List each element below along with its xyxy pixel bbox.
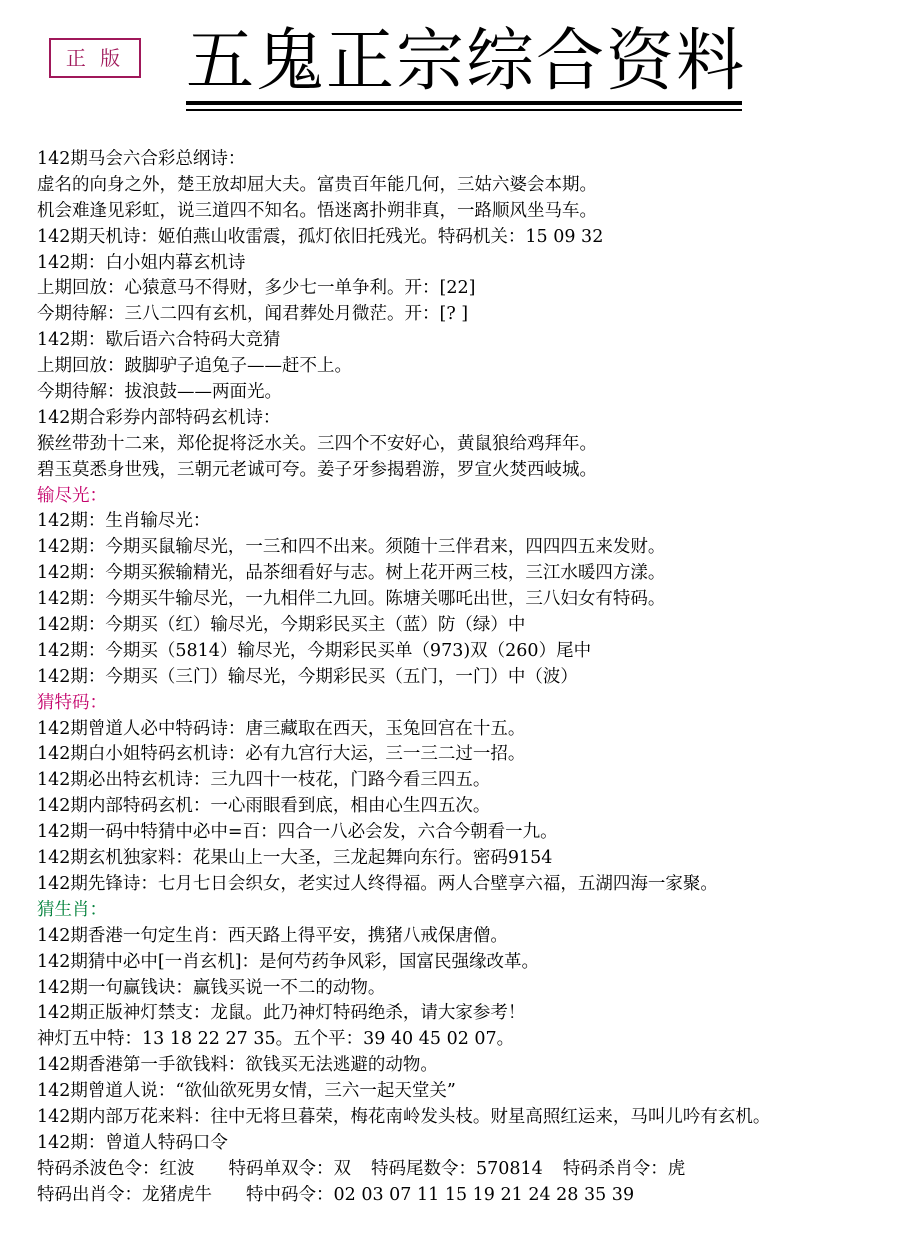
page-header	[0, 0, 900, 130]
text-line: 142期内部特码玄机：一心雨眼看到底，相由心生四五次。	[37, 796, 491, 817]
article-body	[37, 147, 887, 1209]
text-line: 142期：今期买鼠输尽光，一三和四不出来。须随十三伴君来，四四四五来发财。	[37, 537, 666, 558]
text-line: 142期猜中必中[一肖玄机]：是何芍药争风彩，国富民强缘改革。	[37, 951, 540, 972]
section-heading-lose-all: 输尽光：	[37, 485, 107, 506]
text-line: 142期香港一句定生肖：西天路上得平安，携猪八戒保唐僧。	[37, 925, 508, 946]
text-line: 142期：今期买（5814）输尽光，今期彩民买单（973)双（260）尾中	[37, 640, 592, 661]
text-line: 142期一码中特猜中必中=百：四合一八必会发，六合今朝看一九。	[37, 822, 558, 843]
mid-codes-command: 特中码令：02 03 07 11 15 19 21 24 28 35 39	[246, 1184, 635, 1205]
text-line: 机会难逢见彩虹，说三道四不知名。悟迷离扑朔非真，一路顺风坐马车。	[37, 200, 597, 221]
text-line: 142期一句赢钱诀：赢钱买说一不二的动物。	[37, 977, 386, 998]
section-heading-guess-code: 猜特码：	[37, 692, 107, 713]
text-line: 今期待解：三八二四有玄机，闻君葬处月微茫。开：[? ]	[37, 304, 469, 325]
text-line: 142期：今期买猴输精光，品茶细看好与志。树上花开两三枝，三江水暖四方漾。	[37, 563, 666, 584]
odd-even-command: 特码单双令：双	[228, 1158, 351, 1179]
text-line: 142期天机诗：姬伯燕山收雷震，孤灯依旧托残光。特码机关：15 09 32	[37, 226, 604, 247]
text-line: 142期玄机独家料：花果山上一大圣，三龙起舞向东行。密码9154	[37, 848, 553, 869]
text-line: 142期马会六合彩总纲诗：	[37, 149, 246, 169]
text-line: 神灯五中特：13 18 22 27 35。五个平：39 40 45 02 07。	[37, 1029, 515, 1050]
kill-zodiac-command: 特码杀肖令：虎	[562, 1158, 686, 1179]
section-heading-guess-zodiac: 猜生肖：	[37, 899, 107, 920]
text-line: 碧玉莫悉身世残，三朝元老诚可夸。姜子牙参揭碧游，罗宣火焚西岐城。	[37, 459, 597, 480]
tail-command: 特码尾数令：570814	[371, 1158, 543, 1179]
text-line: 142期必出特玄机诗：三九四十一枝花，门路今看三四五。	[37, 770, 491, 791]
text-line: 142期白小姐特码玄机诗：必有九宫行大运，三一三二过一招。	[37, 744, 526, 765]
text-line: 142期合彩券内部特码玄机诗：	[37, 407, 281, 428]
text-line: 142期：生肖输尽光：	[37, 511, 211, 532]
text-line: 上期回放：心猿意马不得财，多少七一单争利。开：[22]	[37, 278, 476, 299]
code-commands-row-1	[37, 1157, 887, 1183]
text-line: 142期香港第一手欲钱料：欲钱买无法逃避的动物。	[37, 1055, 438, 1076]
authentic-badge: 正 版	[49, 38, 141, 78]
text-line: 142期先锋诗：七月七日会织女，老实过人终得福。两人合壁享六福，五湖四海一家聚。	[37, 873, 718, 894]
text-line: 142期：白小姐内幕玄机诗	[37, 252, 246, 273]
text-line: 142期正版神灯禁支：龙鼠。此乃神灯特码绝杀，请大家参考！	[37, 1003, 526, 1024]
text-line: 上期回放：跛脚驴子追兔子——赶不上。	[37, 356, 352, 377]
text-line: 虚名的向身之外，楚王放却屈大夫。富贵百年能几何，三姑六婆会本期。	[37, 174, 597, 195]
wave-command: 特码杀波色令：红波	[37, 1158, 195, 1179]
text-line: 今期待解：拔浪鼓——两面光。	[37, 382, 282, 403]
page-title: 五鬼正宗综合资料	[186, 22, 747, 101]
out-zodiac-command: 特码出肖令：龙猪虎牛	[37, 1184, 212, 1205]
text-line: 142期曾道人必中特码诗：唐三藏取在西天，玉兔回宫在十五。	[37, 718, 526, 739]
text-line: 142期内部万花来料：往中无将旦暮荣，梅花南岭发头枝。财星高照红运来，马叫儿吟有玄机。	[37, 1106, 771, 1127]
text-line: 142期：今期买（红）输尽光，今期彩民买主（蓝）防（绿）中	[37, 615, 526, 636]
text-line: 142期：歇后语六合特码大竞猜	[37, 330, 281, 351]
text-line: 142期曾道人说：“欲仙欲死男女情，三六一起天堂关”	[37, 1081, 456, 1102]
text-line: 142期：今期买牛输尽光，一九相伴二九回。陈塘关哪吒出世，三八妇女有特码。	[37, 589, 666, 610]
title-underline-thick	[186, 101, 742, 105]
text-line: 猴丝带劲十二来，郑伦捉将泛水关。三四个不安好心，黄鼠狼给鸡拜年。	[37, 433, 597, 454]
code-commands-row-2	[37, 1183, 887, 1209]
text-line: 142期：曾道人特码口令	[37, 1132, 228, 1153]
title-underline-thin	[186, 109, 742, 111]
text-line: 142期：今期买（三门）输尽光，今期彩民买（五门，一门）中（波）	[37, 666, 578, 687]
